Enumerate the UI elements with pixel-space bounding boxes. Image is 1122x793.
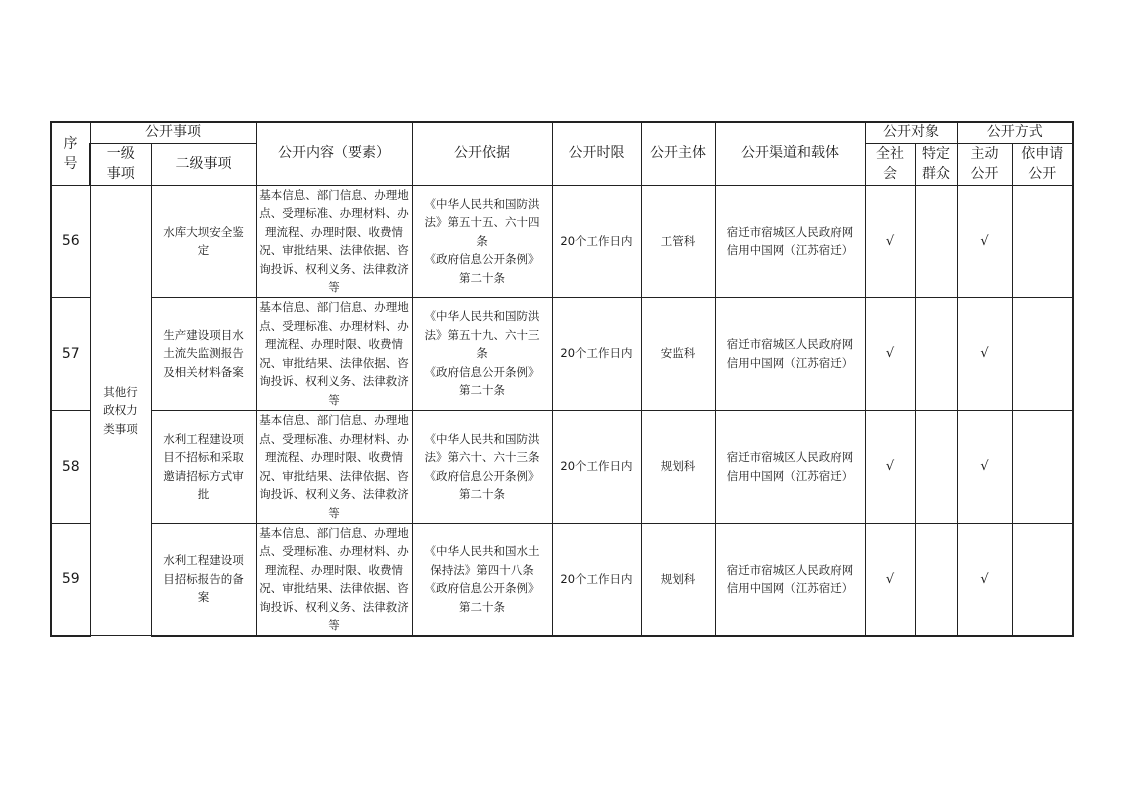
row-audience-all: √ bbox=[865, 185, 915, 297]
level1-item: 其他行政权力类事项 bbox=[90, 185, 151, 636]
row-method-request bbox=[1012, 523, 1073, 636]
header-level2: 二级事项 bbox=[151, 143, 256, 185]
row-level2: 水利工程建设项目招标报告的备案 bbox=[151, 523, 256, 636]
row-audience-specific bbox=[915, 297, 957, 410]
header-content: 公开内容（要素） bbox=[256, 122, 412, 185]
row-basis: 《中华人民共和国防洪法》第五十五、六十四条 《政府信息公开条例》第二十条 bbox=[412, 185, 552, 297]
row-content: 基本信息、部门信息、办理地点、受理标准、办理材料、办理流程、办理时限、收费情况、审批结果、法律依据、咨询投诉、权利义务、法律救济等 bbox=[256, 523, 412, 636]
row-basis: 《中华人民共和国水土保持法》第四十八条 《政府信息公开条例》第二十条 bbox=[412, 523, 552, 636]
header-method-active: 主动公开 bbox=[957, 143, 1012, 185]
header-audience: 公开对象 bbox=[865, 122, 957, 143]
row-subject: 规划科 bbox=[641, 410, 715, 523]
header-seq: 序号 bbox=[51, 122, 90, 185]
row-method-active: √ bbox=[957, 410, 1012, 523]
header-level1: 一级事项 bbox=[90, 143, 151, 185]
row-audience-all: √ bbox=[865, 410, 915, 523]
row-subject: 规划科 bbox=[641, 523, 715, 636]
header-method-request: 依申请公开 bbox=[1012, 143, 1073, 185]
row-audience-all: √ bbox=[865, 297, 915, 410]
row-channel: 宿迁市宿城区人民政府网 信用中国网（江苏宿迁） bbox=[715, 297, 865, 410]
row-audience-specific bbox=[915, 523, 957, 636]
header-basis: 公开依据 bbox=[412, 122, 552, 185]
row-seq: 58 bbox=[51, 410, 90, 523]
row-basis: 《中华人民共和国防洪法》第六十、六十三条 《政府信息公开条例》第二十条 bbox=[412, 410, 552, 523]
table-row bbox=[51, 297, 1073, 410]
row-seq: 57 bbox=[51, 297, 90, 410]
row-audience-specific bbox=[915, 185, 957, 297]
row-content: 基本信息、部门信息、办理地点、受理标准、办理材料、办理流程、办理时限、收费情况、审批结果、法律依据、咨询投诉、权利义务、法律救济等 bbox=[256, 410, 412, 523]
row-level2: 水利工程建设项目不招标和采取邀请招标方式审批 bbox=[151, 410, 256, 523]
table-row bbox=[51, 185, 1073, 297]
header-audience-specific: 特定群众 bbox=[915, 143, 957, 185]
header-time-limit: 公开时限 bbox=[552, 122, 641, 185]
row-time-limit: 20个工作日内 bbox=[552, 185, 641, 297]
row-channel: 宿迁市宿城区人民政府网 信用中国网（江苏宿迁） bbox=[715, 185, 865, 297]
row-method-active: √ bbox=[957, 523, 1012, 636]
row-content: 基本信息、部门信息、办理地点、受理标准、办理材料、办理流程、办理时限、收费情况、审批结果、法律依据、咨询投诉、权利义务、法律救济等 bbox=[256, 297, 412, 410]
table-row bbox=[51, 410, 1073, 523]
table-row bbox=[51, 523, 1073, 636]
row-content: 基本信息、部门信息、办理地点、受理标准、办理材料、办理流程、办理时限、收费情况、审批结果、法律依据、咨询投诉、权利义务、法律救济等 bbox=[256, 185, 412, 297]
row-audience-all: √ bbox=[865, 523, 915, 636]
row-channel: 宿迁市宿城区人民政府网 信用中国网（江苏宿迁） bbox=[715, 410, 865, 523]
header-audience-all: 全社会 bbox=[865, 143, 915, 185]
row-time-limit: 20个工作日内 bbox=[552, 410, 641, 523]
row-method-active: √ bbox=[957, 297, 1012, 410]
row-basis: 《中华人民共和国防洪法》第五十九、六十三条 《政府信息公开条例》第二十条 bbox=[412, 297, 552, 410]
row-method-request bbox=[1012, 297, 1073, 410]
header-subject: 公开主体 bbox=[641, 122, 715, 185]
row-seq: 56 bbox=[51, 185, 90, 297]
row-subject: 工管科 bbox=[641, 185, 715, 297]
disclosure-table bbox=[50, 121, 1074, 637]
row-method-request bbox=[1012, 185, 1073, 297]
row-seq: 59 bbox=[51, 523, 90, 636]
row-time-limit: 20个工作日内 bbox=[552, 523, 641, 636]
row-subject: 安监科 bbox=[641, 297, 715, 410]
header-method: 公开方式 bbox=[957, 122, 1073, 143]
row-method-active: √ bbox=[957, 185, 1012, 297]
row-level2: 生产建设项目水土流失监测报告及相关材料备案 bbox=[151, 297, 256, 410]
header-channel: 公开渠道和载体 bbox=[715, 122, 865, 185]
header-public-item: 公开事项 bbox=[90, 122, 256, 143]
row-channel: 宿迁市宿城区人民政府网 信用中国网（江苏宿迁） bbox=[715, 523, 865, 636]
row-audience-specific bbox=[915, 410, 957, 523]
row-time-limit: 20个工作日内 bbox=[552, 297, 641, 410]
row-level2: 水库大坝安全鉴定 bbox=[151, 185, 256, 297]
row-method-request bbox=[1012, 410, 1073, 523]
